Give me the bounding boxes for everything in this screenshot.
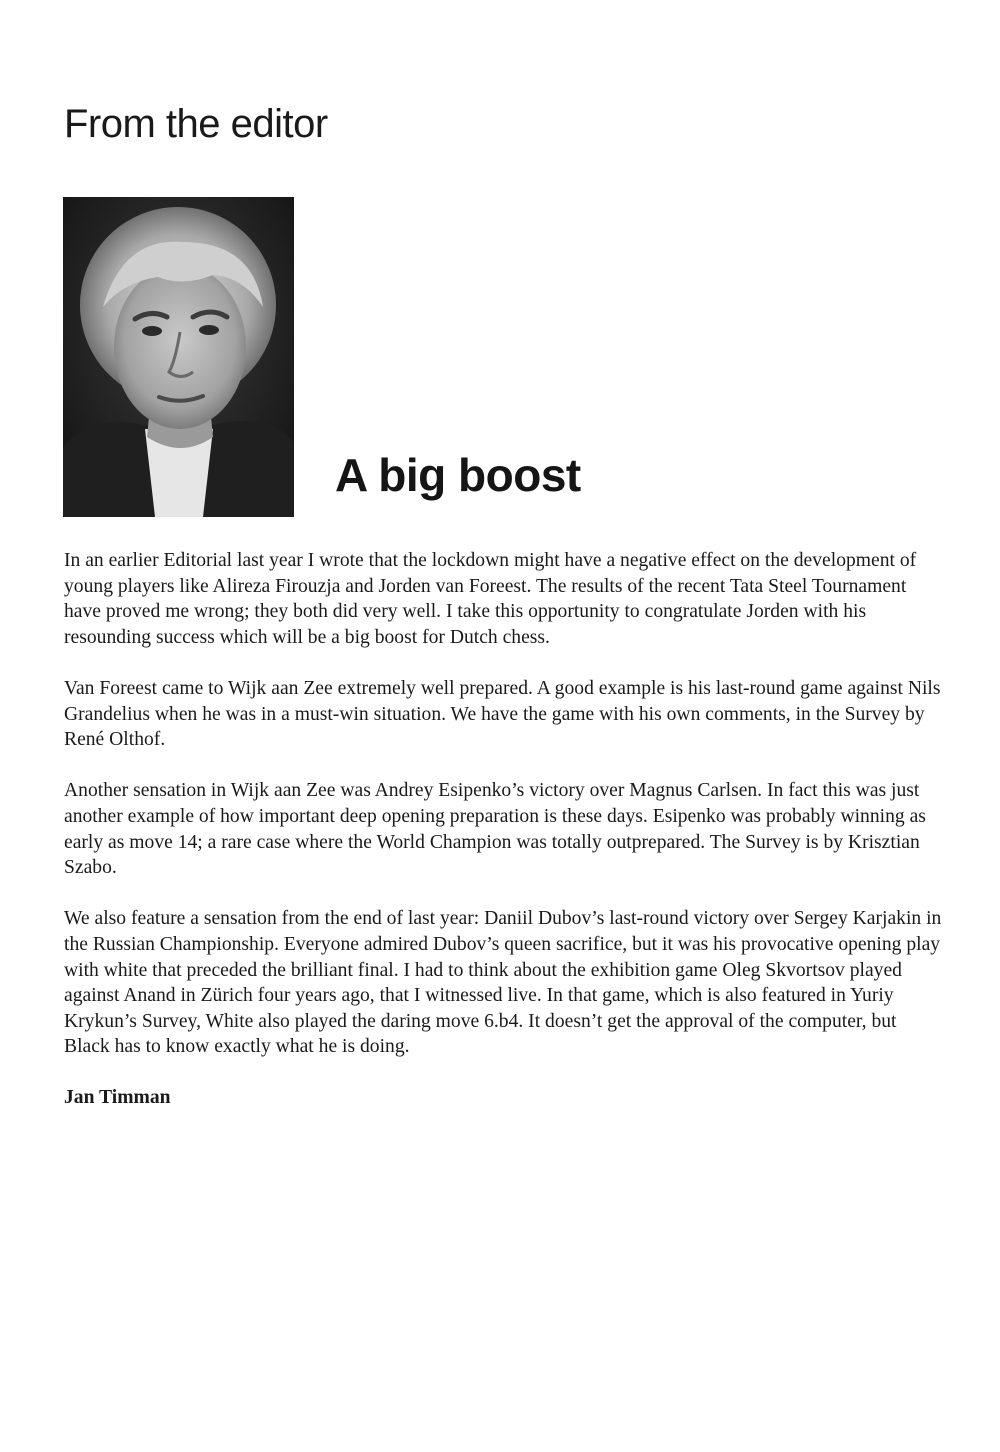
author-signature: Jan Timman [64,1087,171,1109]
article-paragraph: In an earlier Editorial last year I wrote that the lockdown might have a negative effect on the development of young players like Alireza Firouzja and Jorden van Foreest. The results of the recent Tata Steel Tournament have proved me wrong; they both did very well. I take this opportunity to congratulate Jorden with his resounding success which will be a big boost for Dutch chess. [64,550,917,648]
article-title: A big boost [335,449,581,501]
article-body [64,548,944,1137]
author-portrait [63,197,294,517]
page-heading: From the editor [64,102,328,146]
article-paragraph: Van Foreest came to Wijk aan Zee extremely well prepared. A good example is his last-round game against Nils Grandelius when he was in a must-win situation. We have the game with his own comments, in the Survey by René Olthof. [64,677,941,751]
article-paragraph: Another sensation in Wijk aan Zee was Andrey Esipenko’s victory over Magnus Carlsen. In fact this was just another example of how important deep opening preparation is these days. Esipenko was probably winning as early as move 14; a rare case where the World Champion was totally outprepared. The Survey is by Krisztian Szabo. [64,780,926,879]
article-paragraph: We also feature a sensation from the end of last year: Daniil Dubov’s last-round victory over Sergey Karjakin in the Russian Championship. Everyone admired Dubov’s queen sacrifice, but it was his provocative opening play with white that preceded the brilliant final. I had to think about the exhibition game Oleg Skvortsov played against Anand in Zürich four years ago, that I witnessed live. In that game, which is also featured in Yuriy Krykun’s Survey, White also played the daring move 6.b4. It doesn’t get the approval of the computer, but Black has to know exactly what he is doing. [64,908,942,1058]
